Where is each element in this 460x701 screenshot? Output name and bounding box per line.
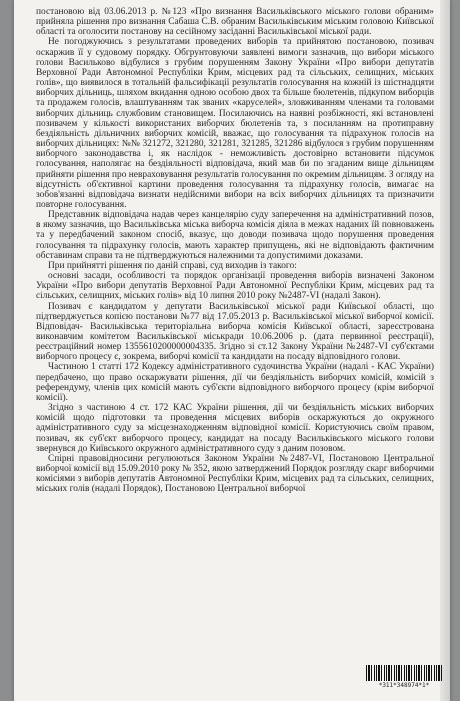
paragraph: Частиною 1 статті 172 Кодексу адміністративного судочинства України (надалі - КАС України) передбачено, що право оскаржувати рішення, дії чи бездіяльність виборчих комісій, комісій з референдуму, членів цих комісій мають суб'єкти відповідного виборчого процесу (крім виборчої комісії). xyxy=(36,362,434,403)
paragraph: Спірні правовідносини регулюються Законом України №2487-VI, Постановою Центральної виборчої комісії від 15.09.2010 року № 352, якою затверджений Порядок розгляду скарг виборчими комісіями з виборів депутатів Автономної Республіки Крим, місцевих рад та сільських, селищних, міських голів (надалі Порядок), Постановою Центральної виборчої xyxy=(36,453,434,495)
paragraph: Представник відповідача надав через канцелярію суду заперечення на адміністративний позов, в якому зазначив, що Васильківська міська виборча комісія діяла в межах наданих їй повноважень та у передбачений законом спосіб, вказує, що доводи позивача щодо порушення проведення голосування та підрахунку голосів, мають характер припущень, які не відповідають фактичним обставинам справи та не підтверджуються належними та допустимими доказами. xyxy=(36,210,434,261)
paragraph: Позивач є кандидатом у депутати Васильківської міської ради Київської області, що підтверджується копією постанови №77 від 17.05.2013 р. Васильківської міської виборчої комісії. Відповідач- Васильківська територіальна виборча комісія Київської області, зареєстрована виконавчим комітетом Васильківської міськради 10.06.2006 р. (дата первинної реєстрації), реєстраційний номер 1355610200000004335. Згідно зі ст.12 Закону України №2487-VI суб'єктами виборчого процесу є, зокрема, виборчі комісії та кандидати на посаду відповідного голови. xyxy=(36,301,434,363)
document-body xyxy=(36,7,434,495)
paragraph: При прийнятті рішення по даній справі, суд виходив із такого: xyxy=(48,260,297,271)
paragraph: Згідно з частиною 4 ст. 172 КАС України рішення, дії чи бездіяльність міських виборчих комісій щодо підготовки та проведення місцевих виборів оскаржуються до окружного адміністративного суду за місцезнаходженням відповідної комісії. Користуючись своїм правом, позивач, як суб'єкт виборчого процесу, кандидат на посаду Васильківського міського голови звернувся до Київського окружного адміністративного суду з даним позовом. xyxy=(36,403,434,454)
barcode xyxy=(366,665,442,681)
page-edge xyxy=(440,0,450,701)
paragraph: постановою від 03.06.2013 р. №123 «Про визнання Васильківського міського голови обраним» прийняла рішення про визнання Сабаша С.В. обраним Васильківським міським головою Київської області та оголосити постанову на сесійному засіданні Васильківської міської ради. xyxy=(36,7,434,38)
paragraph: Не погоджуючись з результатами проведених виборів та прийнятою постановою, позивач оскаржив її у судовому порядку. Обгрунтовуючи заявлені вимоги зазначив, що вибори міського голови Васильково відбулися з грубим порушенням Закону України «Про вибори депутатів Верховної Ради Автономної Республіки Крим, місцевих рад та сільських, селищних, міських голів», що виявилося в тотальній фальсифікації результатів голосування на кожній із шістнадцяти виборчих дільниць, шляхом вкидання одною особою двох та більше бюлетенів, підкупом виборців та продажем голосів, влаштуванням так званих «каруселей», зловживанням членами та головами виборчих дільниць службовим становищем. Посилаючись на наявні розбіжності, які встановлені позивачем у кількості використаних виборчих бюлетенів та, з посиланням на протиправну бездіяльність дільничних виборчих комісій, вважає, що голосування та підрахунок голосів на виборчих дільницях: №№ 321272, 321280, 321281, 321285, 321286 відбулося з грубим порушенням виборчого законодавства і, як наслідок - неможливість достовірно встановити підсумок голосування, наполягає на бездіяльності відповідача, який мав би по згаданим вище дільницям прийняти рішення про невраховування результатів голосування по окремим дільницям. З огляду на відсутність об'єктивної картини проведення голосування та підрахунку голосів, вимагає на зобов'язанні відповідача визнати недійсними вибори на всіх виборчих дільницях та призначити повторне голосування. xyxy=(36,37,434,210)
paragraph: основні засади, особливості та порядок організації проведення виборів визначені Законом України «Про вибори депутатів Верховної Ради Автономної Республіки Крим, місцевих рад та сільських, селищних, міських голів» від 10 липня 2010 року №2487-VI (надалі Закон). xyxy=(36,271,434,302)
barcode-text: *311*348974*1* xyxy=(378,682,430,689)
document-page xyxy=(14,0,450,701)
